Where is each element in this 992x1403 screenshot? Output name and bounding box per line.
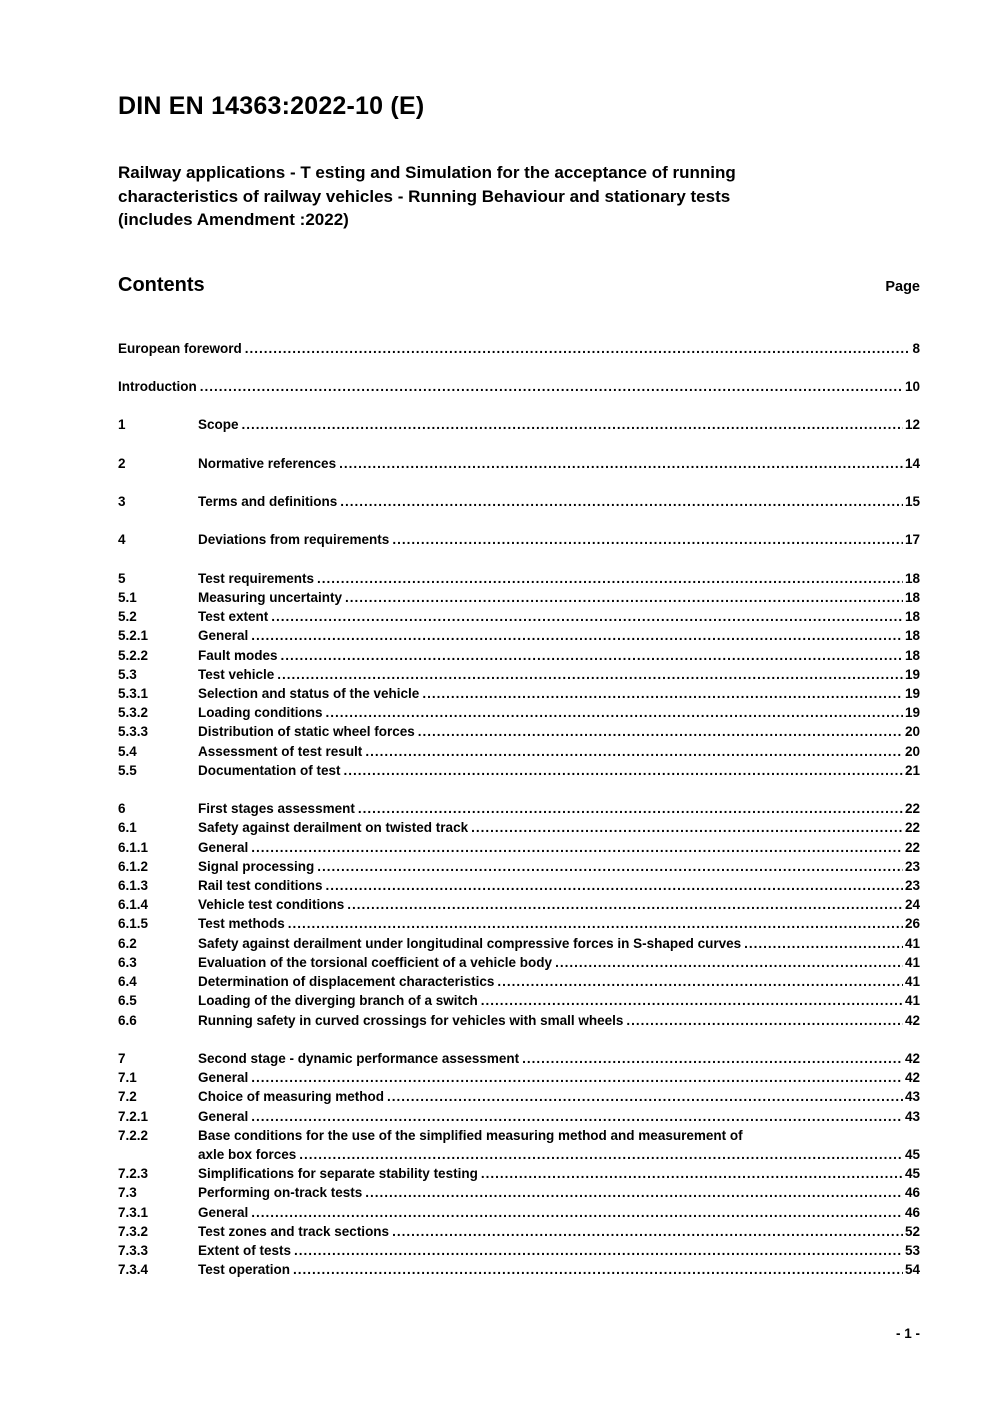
toc-entry-page: 23: [904, 858, 920, 874]
toc-entry-title: First stages assessment: [198, 801, 355, 817]
toc-entry-page: 12: [904, 417, 920, 433]
toc-dot-leader: [200, 377, 903, 396]
toc-entry-title: Loading of the diverging branch of a switch: [198, 993, 478, 1009]
toc-entry-page: 22: [904, 820, 920, 836]
toc-entry[interactable]: [118, 934, 920, 953]
toc-entry-number: 7.2.3: [118, 1166, 149, 1182]
toc-dot-leader: [251, 626, 903, 645]
toc-dot-leader: [339, 454, 903, 473]
toc-entry[interactable]: [118, 530, 920, 549]
toc-dot-leader: [555, 953, 903, 972]
toc-entry[interactable]: [118, 1068, 920, 1087]
toc-dot-leader: [358, 799, 903, 818]
toc-dot-leader: [245, 339, 911, 358]
toc-entry[interactable]: [118, 684, 920, 703]
toc-entry-page: 41: [904, 935, 920, 951]
toc-entry-title: European foreword: [118, 340, 242, 356]
toc-entry[interactable]: [118, 339, 920, 358]
toc-entry-title: Test requirements: [198, 570, 315, 586]
toc-entry-number: 6.2: [118, 935, 137, 951]
toc-entry-page: 22: [904, 839, 920, 855]
toc-dot-leader: [288, 914, 903, 933]
toc-entry-title: Test operation: [198, 1262, 291, 1278]
toc-dot-leader: [317, 857, 903, 876]
toc-dot-leader: [326, 703, 903, 722]
page-number-footer: - 1 -: [895, 1326, 920, 1341]
toc-entry[interactable]: [118, 876, 920, 895]
toc-entry-title: Test vehicle: [198, 666, 275, 682]
toc-entry-page: 23: [904, 878, 920, 894]
toc-entry-number: 6.1.3: [118, 878, 149, 894]
toc-entry-page: 8: [912, 340, 920, 356]
toc-entry[interactable]: [118, 703, 920, 722]
toc-dot-leader: [497, 972, 903, 991]
toc-entry-page: 41: [904, 954, 920, 970]
toc-dot-leader: [418, 722, 903, 741]
toc-entry-number: 6: [118, 801, 126, 817]
toc-entry-number: 3: [118, 494, 126, 510]
toc-entry-title: Test methods: [198, 916, 285, 932]
toc-entry-page: 53: [904, 1242, 920, 1258]
toc-entry-title: Loading conditions: [198, 705, 323, 721]
toc-dot-leader: [251, 1068, 903, 1087]
toc-entry-title: Safety against derailment under longitudinal compressive forces in S-shaped curves: [198, 935, 742, 951]
toc-entry-title: Deviations from requirements: [198, 532, 390, 548]
toc-entry-title: Determination of displacement characteristics: [198, 974, 495, 990]
toc-entry-page: 41: [904, 974, 920, 990]
toc-entry[interactable]: [118, 454, 920, 473]
toc-entry-number: 7.2.2: [118, 1127, 149, 1143]
toc-entry-page: 46: [904, 1204, 920, 1220]
toc-entry-title: General: [198, 1108, 249, 1124]
toc-entry-page: 26: [904, 916, 920, 932]
toc-entry[interactable]: [118, 1183, 920, 1202]
toc-entry-number: 5.2: [118, 609, 137, 625]
toc-entry[interactable]: [118, 415, 920, 434]
toc-entry-title: Simplifications for separate stability testing: [198, 1166, 478, 1182]
toc-entry-page: 19: [904, 666, 920, 682]
toc-entry[interactable]: [118, 818, 920, 837]
toc-entry-title: Documentation of test: [198, 762, 341, 778]
toc-entry-page: 43: [904, 1089, 920, 1105]
toc-entry[interactable]: [118, 646, 920, 665]
toc-dot-leader: [392, 530, 903, 549]
toc-entry-page: 18: [904, 570, 920, 586]
toc-entry-page: 19: [904, 686, 920, 702]
toc-entry-title: Selection and status of the vehicle: [198, 686, 420, 702]
toc-entry[interactable]: [118, 665, 920, 684]
toc-entry-number: 5: [118, 570, 126, 586]
toc-entry-title: axle box forces: [198, 1146, 297, 1162]
toc-entry-page: 21: [904, 762, 920, 778]
toc-entry-number: 6.1.2: [118, 858, 149, 874]
toc-dot-leader: [345, 588, 903, 607]
toc-dot-leader: [744, 934, 903, 953]
toc-entry-title: Signal processing: [198, 858, 315, 874]
toc-dot-leader: [281, 646, 903, 665]
toc-entry-page: 43: [904, 1108, 920, 1124]
toc-entry-number: 7.1: [118, 1070, 137, 1086]
toc-entry[interactable]: [118, 1087, 920, 1106]
toc-entry[interactable]: [118, 1011, 920, 1030]
toc-entry-number: 5.3.2: [118, 705, 149, 721]
toc-entry-title: Assessment of test result: [198, 743, 363, 759]
document-title: DIN EN 14363:2022-10 (E): [118, 92, 425, 120]
toc-entry-number: 6.6: [118, 1012, 137, 1028]
toc-dot-leader: [344, 761, 903, 780]
toc-entry-title: Second stage - dynamic performance assessment: [198, 1050, 520, 1066]
toc-entry-page: 52: [904, 1223, 920, 1239]
toc-entry-page: 17: [904, 532, 920, 548]
toc-entry[interactable]: [118, 1222, 920, 1241]
toc-entry-title: Safety against derailment on twisted track: [198, 820, 469, 836]
toc-entry-page: 42: [904, 1070, 920, 1086]
toc-entry-number: 5.3.3: [118, 724, 149, 740]
toc-entry-number: 7.3.4: [118, 1262, 149, 1278]
toc-entry[interactable]: [118, 1049, 920, 1068]
toc-entry-title: Extent of tests: [198, 1242, 292, 1258]
toc-entry[interactable]: [118, 972, 920, 991]
toc-dot-leader: [481, 991, 903, 1010]
toc-entry-title: Normative references: [198, 455, 337, 471]
toc-entry[interactable]: [118, 895, 920, 914]
toc-entry-title: General: [198, 628, 249, 644]
contents-heading: Contents: [118, 273, 205, 296]
toc-entry[interactable]: [118, 761, 920, 780]
toc-entry[interactable]: [118, 588, 920, 607]
toc-entry[interactable]: [118, 953, 920, 972]
toc-entry-page: 42: [904, 1012, 920, 1028]
toc-entry-title: Vehicle test conditions: [198, 897, 345, 913]
toc-dot-leader: [481, 1164, 903, 1183]
toc-entry-number: 7.2: [118, 1089, 137, 1105]
toc-entry-number: 5.3: [118, 666, 137, 682]
toc-entry[interactable]: [118, 838, 920, 857]
toc-entry-page: 54: [904, 1262, 920, 1278]
toc-entry-title: Choice of measuring method: [198, 1089, 385, 1105]
toc-entry-number: 7: [118, 1050, 126, 1066]
toc-entry-title: General: [198, 1070, 249, 1086]
toc-dot-leader: [326, 876, 903, 895]
toc-entry[interactable]: [118, 1107, 920, 1126]
toc-entry-title: Test zones and track sections: [198, 1223, 390, 1239]
toc-entry-title: General: [198, 1204, 249, 1220]
toc-entry-title: Fault modes: [198, 647, 278, 663]
toc-entry-title: Test extent: [198, 609, 269, 625]
toc-entry-page: 41: [904, 993, 920, 1009]
toc-entry[interactable]: [118, 377, 920, 396]
toc-entry[interactable]: [118, 626, 920, 645]
toc-entry-page: 24: [904, 897, 920, 913]
toc-entry[interactable]: [118, 1145, 920, 1164]
toc-dot-leader: [392, 1222, 903, 1241]
toc-entry[interactable]: [118, 607, 920, 626]
toc-dot-leader: [522, 1049, 903, 1068]
toc-entry-page: 18: [904, 609, 920, 625]
toc-dot-leader: [626, 1011, 903, 1030]
toc-dot-leader: [242, 415, 903, 434]
toc-entry-title: Base conditions for the use of the simplified measuring method and measurement of: [198, 1127, 743, 1143]
subtitle-line-3: (includes Amendment :2022): [118, 210, 349, 229]
contents-header: [118, 274, 920, 297]
toc-entry-number: 5.2.1: [118, 628, 149, 644]
toc-dot-leader: [365, 742, 903, 761]
toc-entry-number: 6.5: [118, 993, 137, 1009]
toc-entry-title: Running safety in curved crossings for vehicles with small wheels: [198, 1012, 624, 1028]
toc-entry-number: 6.3: [118, 954, 137, 970]
toc-entry[interactable]: [118, 914, 920, 933]
toc-entry[interactable]: [118, 492, 920, 511]
toc-entry-page: 46: [904, 1185, 920, 1201]
toc-entry-number: 5.5: [118, 762, 137, 778]
toc-entry-number: 6.1.1: [118, 839, 149, 855]
toc-dot-leader: [293, 1260, 903, 1279]
toc-entry[interactable]: [118, 1203, 920, 1222]
toc-dot-leader: [294, 1241, 903, 1260]
toc-dot-leader: [251, 838, 903, 857]
toc-entry-number: 7.3: [118, 1185, 137, 1201]
toc-entry-page: 14: [904, 455, 920, 471]
toc-entry[interactable]: [118, 569, 920, 588]
toc-entry-page: 20: [904, 743, 920, 759]
toc-list: [118, 339, 920, 1280]
toc-entry-number: 6.4: [118, 974, 137, 990]
toc-entry-page: 19: [904, 705, 920, 721]
toc-dot-leader: [317, 569, 903, 588]
toc-dot-leader: [347, 895, 903, 914]
toc-dot-leader: [422, 684, 903, 703]
toc-entry-page: 45: [904, 1146, 920, 1162]
toc-entry-number: 4: [118, 532, 126, 548]
toc-entry-page: 18: [904, 647, 920, 663]
toc-dot-leader: [387, 1087, 903, 1106]
toc-dot-leader: [277, 665, 903, 684]
toc-entry-page: 20: [904, 724, 920, 740]
toc-entry[interactable]: [118, 1126, 920, 1145]
toc-entry-number: 1: [118, 417, 126, 433]
toc-entry-number: 5.2.2: [118, 647, 149, 663]
toc-entry-number: 2: [118, 455, 126, 471]
subtitle-line-1: Railway applications - T esting and Simulation for the acceptance of running: [118, 163, 736, 182]
toc-dot-leader: [471, 818, 903, 837]
toc-entry-title: Terms and definitions: [198, 494, 338, 510]
toc-entry[interactable]: [118, 1241, 920, 1260]
toc-entry-title: Distribution of static wheel forces: [198, 724, 415, 740]
toc-entry-number: 7.3.2: [118, 1223, 149, 1239]
toc-entry-page: 45: [904, 1166, 920, 1182]
toc-entry-title: Performing on-track tests: [198, 1185, 363, 1201]
toc-entry[interactable]: [118, 857, 920, 876]
toc-entry-number: 7.3.3: [118, 1242, 149, 1258]
toc-entry-title: Scope: [198, 417, 239, 433]
toc-entry-page: 22: [904, 801, 920, 817]
toc-dot-leader: [271, 607, 903, 626]
toc-entry[interactable]: [118, 1164, 920, 1183]
toc-entry[interactable]: [118, 991, 920, 1010]
toc-entry-title: Rail test conditions: [198, 878, 323, 894]
toc-entry-number: 6.1: [118, 820, 137, 836]
toc-entry-page: 42: [904, 1050, 920, 1066]
subtitle-line-2: characteristics of railway vehicles - Running Behaviour and stationary tests: [118, 186, 731, 206]
document-content: [118, 0, 920, 1279]
document-subtitle: [118, 161, 920, 232]
toc-entry-page: 18: [904, 628, 920, 644]
toc-entry-page: 15: [904, 494, 920, 510]
toc-dot-leader: [340, 492, 903, 511]
toc-entry-page: 10: [904, 378, 920, 394]
toc-entry-number: 5.3.1: [118, 686, 149, 702]
toc-entry-number: 6.1.4: [118, 897, 149, 913]
toc-entry-number: 6.1.5: [118, 916, 149, 932]
toc-entry[interactable]: [118, 799, 920, 818]
toc-entry-number: 5.1: [118, 590, 137, 606]
toc-entry-title: Measuring uncertainty: [198, 590, 343, 606]
toc-entry[interactable]: [118, 722, 920, 741]
toc-entry-title: Evaluation of the torsional coefficient of a vehicle body: [198, 954, 553, 970]
toc-entry[interactable]: [118, 742, 920, 761]
toc-entry-title: General: [198, 839, 249, 855]
toc-dot-leader: [365, 1183, 903, 1202]
toc-dot-leader: [251, 1107, 903, 1126]
toc-entry-title: Introduction: [118, 378, 197, 394]
toc-entry-number: 5.4: [118, 743, 137, 759]
page-column-label: Page: [885, 278, 920, 295]
toc-dot-leader: [251, 1203, 903, 1222]
toc-entry-number: 7.2.1: [118, 1108, 149, 1124]
toc-dot-leader: [299, 1145, 903, 1164]
toc-entry-page: 18: [904, 590, 920, 606]
toc-entry[interactable]: [118, 1260, 920, 1279]
toc-entry-number: 7.3.1: [118, 1204, 149, 1220]
